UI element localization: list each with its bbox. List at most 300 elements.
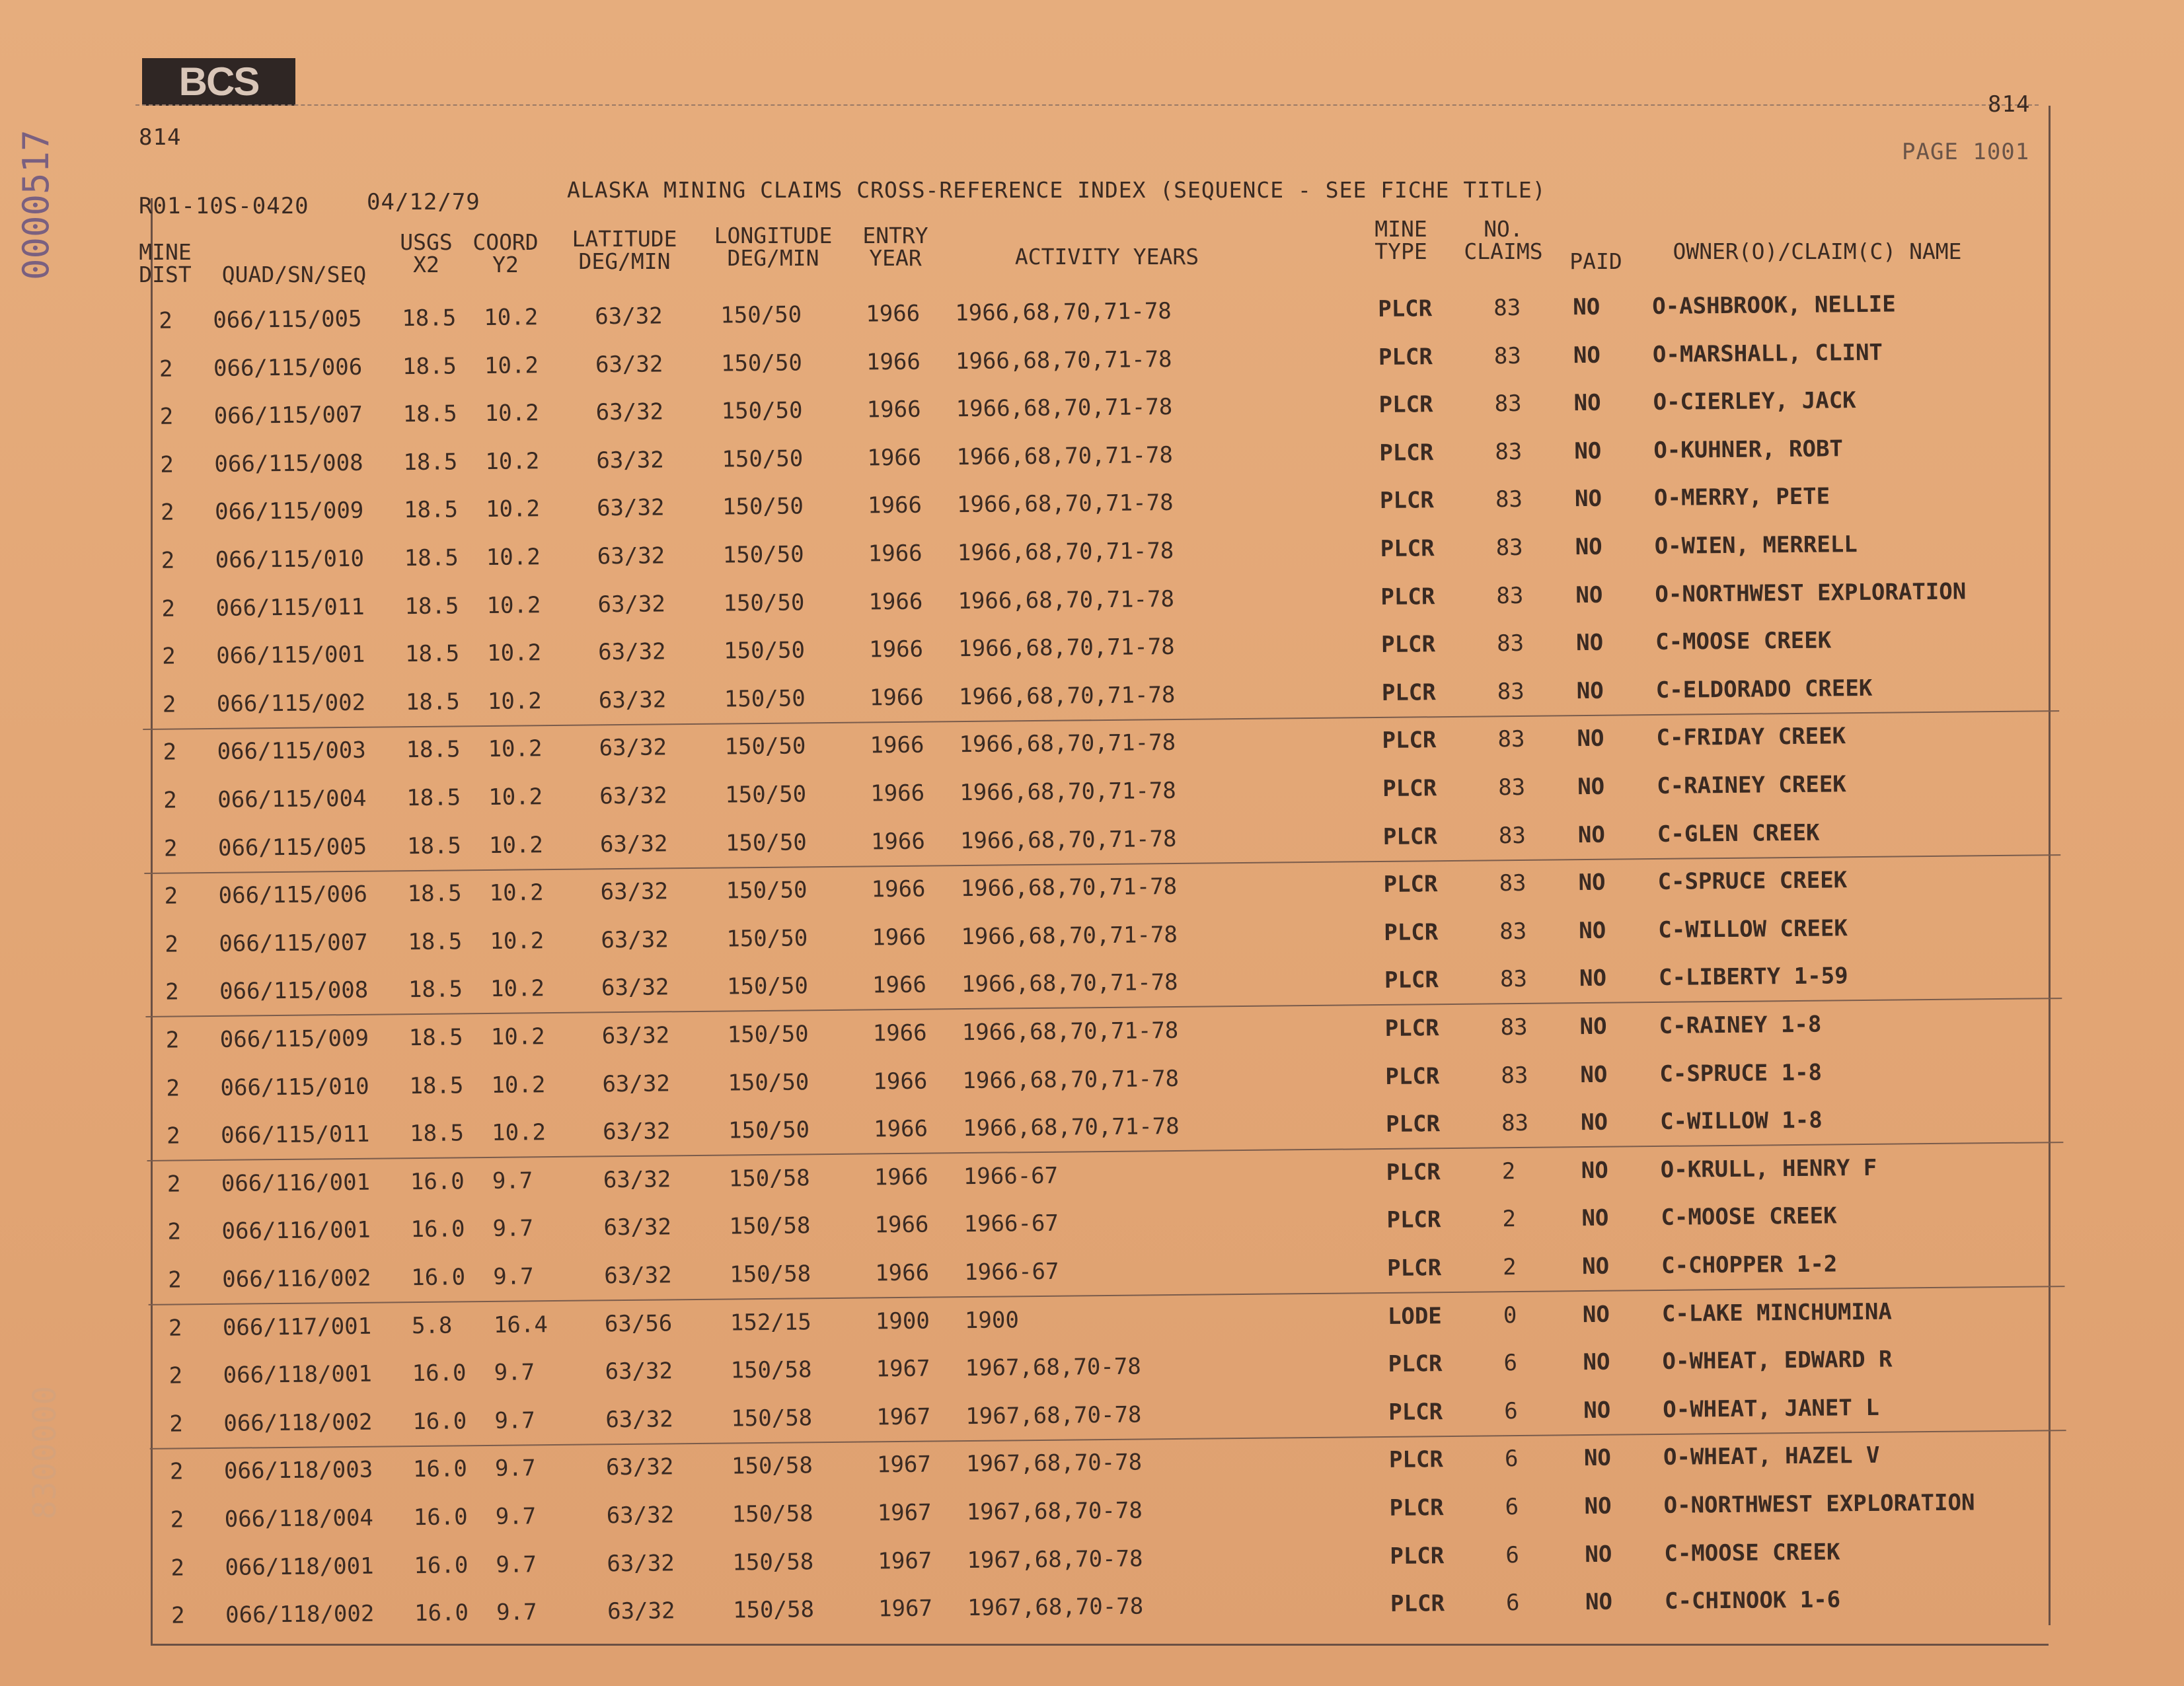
cell-quad: 066/115/003 <box>217 737 366 766</box>
cell-paid: NO <box>1578 869 1606 897</box>
header-usgs-line-2: X2 <box>413 252 439 277</box>
cell-type: PLCR <box>1382 823 1438 850</box>
cell-quad: 066/115/007 <box>219 929 368 957</box>
cell-claims: 83 <box>1498 774 1526 801</box>
cell-y2: 10.2 <box>487 687 542 715</box>
cell-paid: NO <box>1582 1301 1610 1328</box>
cell-name: C-FRIDAY CREEK <box>1656 723 1846 752</box>
cell-lat: 63/32 <box>595 303 663 330</box>
cell-quad: 066/116/001 <box>221 1169 371 1197</box>
header-longitude-line-1: LONGITUDE <box>714 223 833 248</box>
cell-y2: 10.2 <box>490 975 545 1003</box>
cell-name: O-WHEAT, EDWARD R <box>1662 1346 1893 1375</box>
cell-x2: 18.5 <box>405 688 460 715</box>
cell-claims: 6 <box>1504 1446 1519 1473</box>
cell-quad: 066/118/002 <box>223 1409 373 1437</box>
cell-type: PLCR <box>1378 295 1433 322</box>
cell-dist: 2 <box>160 499 174 527</box>
cell-lat: 63/32 <box>605 1358 673 1385</box>
cell-entry: 1966 <box>872 971 927 999</box>
cell-name: O-MERRY, PETE <box>1653 483 1830 512</box>
cell-y2: 10.2 <box>488 831 544 859</box>
cell-name: C-GLEN CREEK <box>1657 819 1820 848</box>
header-quad-line-2: QUAD/SN/SEQ <box>221 262 367 287</box>
cell-x2: 18.5 <box>404 544 459 572</box>
cell-entry: 1967 <box>878 1595 933 1623</box>
cell-dist: 2 <box>168 1266 182 1294</box>
cell-name: O-KRULL, HENRY F <box>1660 1154 1877 1183</box>
cell-quad: 066/115/009 <box>214 497 364 526</box>
cell-quad: 066/118/002 <box>225 1600 375 1629</box>
header-owner-line-1 <box>1652 218 1982 240</box>
cell-activity: 1966,68,70,71-78 <box>956 490 1174 519</box>
cell-name: C-MOOSE CREEK <box>1655 627 1832 656</box>
cell-x2: 18.5 <box>409 1120 465 1148</box>
cell-activity: 1966,68,70,71-78 <box>958 634 1175 663</box>
cell-activity: 1966,68,70,71-78 <box>955 298 1172 327</box>
cell-claims: 83 <box>1501 1110 1529 1137</box>
cell-entry: 1966 <box>872 1019 927 1047</box>
cell-paid: NO <box>1577 821 1606 848</box>
cell-x2: 16.0 <box>412 1360 467 1387</box>
cell-type: PLCR <box>1385 1111 1441 1138</box>
side-serial-number: 0000517 <box>15 129 57 280</box>
cell-paid: NO <box>1573 389 1601 417</box>
cell-y2: 10.2 <box>491 1071 546 1099</box>
header-coord-line-2: Y2 <box>492 252 519 277</box>
cell-entry: 1966 <box>873 1068 928 1095</box>
cell-y2: 10.2 <box>484 400 539 427</box>
cell-lon: 150/50 <box>725 781 807 809</box>
cell-lon: 150/58 <box>730 1261 811 1288</box>
cell-name: C-WILLOW CREEK <box>1658 915 1848 943</box>
header-paid-line-2: PAID <box>1569 248 1622 274</box>
cell-name: O-CIERLEY, JACK <box>1653 387 1856 416</box>
header-mine-type <box>1361 218 1441 263</box>
cell-type: PLCR <box>1379 487 1435 515</box>
header-usgs <box>390 231 463 276</box>
cell-y2: 9.7 <box>494 1359 535 1387</box>
cell-lon: 150/50 <box>728 1068 810 1097</box>
cell-claims: 83 <box>1495 486 1523 513</box>
cell-y2: 16.4 <box>493 1311 548 1338</box>
cell-paid: NO <box>1580 1109 1608 1136</box>
cell-name: C-LAKE MINCHUMINA <box>1661 1298 1893 1327</box>
cell-lat: 63/56 <box>604 1309 673 1337</box>
header-mine-type-line-2: TYPE <box>1374 238 1427 264</box>
cell-lat: 63/32 <box>605 1406 673 1434</box>
cell-activity: 1966,68,70,71-78 <box>958 681 1176 710</box>
cell-lon: 150/50 <box>728 1117 810 1144</box>
cell-lon: 150/50 <box>720 349 803 377</box>
cell-lat: 63/32 <box>600 878 669 906</box>
cell-dist: 2 <box>169 1458 184 1486</box>
cell-quad: 066/115/008 <box>214 449 363 478</box>
cell-dist: 2 <box>164 883 178 910</box>
cell-quad: 066/118/003 <box>223 1457 373 1485</box>
cell-quad: 066/115/006 <box>213 353 363 382</box>
cell-type: PLCR <box>1384 1015 1439 1042</box>
cell-paid: NO <box>1581 1157 1608 1184</box>
cell-type: PLCR <box>1380 583 1435 610</box>
cell-quad: 066/118/004 <box>224 1504 374 1533</box>
header-mine-type-line-1: MINE <box>1374 216 1427 242</box>
cell-activity: 1966,68,70,71-78 <box>961 969 1178 998</box>
cell-lat: 63/32 <box>606 1502 675 1529</box>
cell-lon: 150/58 <box>729 1212 811 1240</box>
cell-paid: NO <box>1579 917 1606 944</box>
cell-paid: NO <box>1583 1445 1612 1472</box>
cell-entry: 1966 <box>874 1163 928 1191</box>
cell-quad: 066/115/005 <box>213 305 362 334</box>
cell-type: LODE <box>1387 1302 1442 1330</box>
cell-x2: 5.8 <box>411 1312 453 1339</box>
cell-x2: 18.5 <box>402 352 457 380</box>
cell-lon: 150/50 <box>725 828 807 857</box>
cell-x2: 16.0 <box>412 1408 467 1435</box>
cell-dist: 2 <box>162 691 176 718</box>
cell-name: C-CHOPPER 1-2 <box>1661 1251 1838 1279</box>
cell-x2: 18.5 <box>409 1072 464 1099</box>
cell-activity: 1966-67 <box>963 1162 1059 1190</box>
cell-y2: 10.2 <box>487 640 542 667</box>
cell-claims: 83 <box>1496 582 1524 609</box>
cell-name: O-WIEN, MERRELL <box>1654 531 1858 560</box>
cell-type: PLCR <box>1382 775 1437 802</box>
cell-paid: NO <box>1575 533 1602 561</box>
header-activity <box>958 223 1256 268</box>
cell-y2: 10.2 <box>484 304 539 331</box>
cell-y2: 10.2 <box>488 735 543 763</box>
cell-claims: 83 <box>1495 438 1523 466</box>
header-usgs-line-1: USGS <box>400 229 453 255</box>
cell-entry: 1967 <box>876 1451 932 1479</box>
cell-activity: 1967,68,70-78 <box>967 1545 1143 1574</box>
header-activity-line-2: ACTIVITY YEARS <box>1014 244 1199 270</box>
cell-dist: 2 <box>165 978 179 1006</box>
cell-entry: 1966 <box>866 348 921 376</box>
cell-lon: 150/50 <box>724 733 806 760</box>
cell-lat: 63/32 <box>597 542 665 570</box>
cell-dist: 2 <box>163 835 178 862</box>
page-number: PAGE 1001 <box>1902 139 2030 165</box>
cell-claims: 83 <box>1496 630 1525 657</box>
cell-type: PLCR <box>1384 967 1439 994</box>
cell-paid: NO <box>1579 1013 1607 1041</box>
frame-bottom-rule <box>151 1644 2049 1646</box>
header-mine-dist <box>135 241 195 286</box>
cell-y2: 9.7 <box>496 1599 537 1627</box>
cell-dist: 2 <box>167 1218 182 1246</box>
cell-paid: NO <box>1584 1492 1612 1520</box>
cell-y2: 9.7 <box>494 1407 535 1434</box>
report-date: 04/12/79 <box>367 189 480 215</box>
cell-dist: 2 <box>165 1027 180 1054</box>
cell-y2: 9.7 <box>492 1215 534 1243</box>
cell-y2: 9.7 <box>496 1551 537 1578</box>
cell-entry: 1966 <box>874 1211 929 1239</box>
cell-dist: 2 <box>168 1315 182 1342</box>
cell-dist: 2 <box>163 739 177 766</box>
cell-dist: 2 <box>170 1555 185 1582</box>
cell-claims: 83 <box>1499 870 1526 897</box>
cell-claims: 0 <box>1503 1301 1517 1329</box>
side-faint-number: 8300000 <box>26 1385 63 1520</box>
cell-name: C-MOOSE CREEK <box>1664 1538 1840 1567</box>
cell-dist: 2 <box>166 1122 180 1150</box>
cell-claims: 83 <box>1497 726 1525 753</box>
cell-paid: NO <box>1574 486 1602 513</box>
cell-y2: 10.2 <box>490 927 545 955</box>
cell-quad: 066/116/002 <box>222 1264 371 1293</box>
cell-claims: 83 <box>1495 534 1523 562</box>
cell-x2: 18.5 <box>408 976 463 1004</box>
cell-dist: 2 <box>161 547 175 574</box>
cell-claims: 83 <box>1499 966 1528 993</box>
header-coord-line-1: COORD <box>472 229 539 255</box>
cell-activity: 1966,68,70,71-78 <box>956 394 1173 423</box>
cell-claims: 6 <box>1504 1397 1518 1425</box>
cell-type: PLCR <box>1388 1446 1444 1474</box>
cell-claims: 83 <box>1499 918 1527 945</box>
cell-dist: 2 <box>169 1411 184 1438</box>
cell-paid: NO <box>1583 1348 1610 1376</box>
header-mine-dist-line-1: MINE <box>139 239 192 265</box>
cell-x2: 18.5 <box>407 880 462 908</box>
cell-name: C-WILLOW 1-8 <box>1659 1107 1823 1136</box>
cell-claims: 6 <box>1505 1541 1520 1568</box>
cell-claims: 83 <box>1500 1013 1528 1041</box>
cell-entry: 1966 <box>866 300 921 328</box>
cell-lat: 63/32 <box>599 734 667 762</box>
cell-activity: 1966,68,70,71-78 <box>958 585 1175 614</box>
cell-claims: 6 <box>1505 1494 1519 1521</box>
cell-entry: 1966 <box>870 732 924 759</box>
cell-name: C-RAINEY CREEK <box>1657 771 1846 799</box>
header-paid <box>1560 228 1632 273</box>
cell-y2: 9.7 <box>495 1503 537 1530</box>
cell-type: PLCR <box>1384 918 1439 946</box>
cell-x2: 18.5 <box>406 736 461 764</box>
cell-entry: 1967 <box>876 1355 930 1383</box>
cell-lat: 63/32 <box>602 1070 671 1097</box>
cell-type: PLCR <box>1381 678 1436 706</box>
header-entry-line-2: YEAR <box>869 245 922 271</box>
cell-lat: 63/32 <box>601 1022 670 1050</box>
cell-entry: 1900 <box>875 1307 930 1335</box>
cell-lat: 63/32 <box>599 782 667 810</box>
cell-name: O-MARSHALL, CLINT <box>1652 339 1883 368</box>
cell-x2: 16.0 <box>413 1504 468 1531</box>
cell-entry: 1967 <box>878 1547 932 1574</box>
cell-y2: 10.2 <box>485 447 540 475</box>
cell-type: PLCR <box>1380 631 1436 659</box>
cell-activity: 1967,68,70-78 <box>966 1497 1143 1526</box>
report-id: R01-10S-0420 <box>139 193 309 219</box>
cell-activity: 1967,68,70-78 <box>967 1593 1144 1622</box>
cell-name: C-ELDORADO CREEK <box>1655 675 1873 704</box>
cell-quad: 066/115/010 <box>220 1073 369 1101</box>
cell-dist: 2 <box>161 595 176 622</box>
cell-activity: 1900 <box>964 1306 1020 1334</box>
cell-lon: 152/15 <box>730 1308 811 1337</box>
report-title: ALASKA MINING CLAIMS CROSS-REFERENCE INDEX (SEQUENCE - SEE FICHE TITLE) <box>567 177 1546 203</box>
cell-y2: 9.7 <box>494 1455 536 1483</box>
frame-top-rule <box>135 104 2039 106</box>
cell-y2: 10.2 <box>486 591 541 619</box>
cell-lat: 63/32 <box>601 926 669 954</box>
cell-entry: 1966 <box>871 875 926 903</box>
cell-y2: 10.2 <box>486 544 541 571</box>
cell-type: PLCR <box>1390 1590 1445 1618</box>
cell-x2: 16.0 <box>411 1264 466 1292</box>
cell-y2: 10.2 <box>488 784 543 811</box>
cell-lat: 63/32 <box>602 1118 671 1146</box>
cell-lat: 63/32 <box>604 1262 672 1290</box>
cell-quad: 066/115/002 <box>216 689 366 717</box>
cell-paid: NO <box>1573 293 1600 321</box>
cell-lat: 63/32 <box>595 398 664 426</box>
bcs-logo: BCS <box>142 58 295 106</box>
cell-name: O-NORTHWEST EXPLORATION <box>1655 578 1967 608</box>
cell-type: PLCR <box>1388 1398 1443 1426</box>
cell-dist: 2 <box>165 931 179 958</box>
cell-lon: 150/50 <box>723 637 806 665</box>
cell-entry: 1966 <box>868 588 923 616</box>
cell-name: O-WHEAT, HAZEL V <box>1663 1442 1880 1471</box>
cell-activity: 1966,68,70,71-78 <box>960 825 1177 854</box>
cell-activity: 1966,68,70,71-78 <box>962 1113 1180 1142</box>
cell-activity: 1966,68,70,71-78 <box>961 1017 1179 1046</box>
cell-activity: 1966,68,70,71-78 <box>959 729 1176 758</box>
cell-paid: NO <box>1577 725 1604 752</box>
cell-type: PLCR <box>1386 1158 1441 1186</box>
cell-activity: 1966,68,70,71-78 <box>955 346 1172 375</box>
cell-activity: 1966-67 <box>964 1258 1059 1286</box>
cell-x2: 16.0 <box>414 1599 469 1627</box>
cell-name: C-CHINOOK 1-6 <box>1664 1586 1841 1615</box>
cell-dist: 2 <box>159 403 174 430</box>
cell-activity: 1966,68,70,71-78 <box>960 777 1176 807</box>
cell-lon: 150/50 <box>721 397 803 425</box>
cell-quad: 066/118/001 <box>223 1360 373 1389</box>
header-longitude <box>704 225 843 270</box>
cell-dist: 2 <box>162 643 176 670</box>
cell-claims: 2 <box>1501 1157 1516 1185</box>
cell-lon: 150/50 <box>724 685 806 713</box>
cell-quad: 066/115/008 <box>219 977 369 1006</box>
fiche-number-right: 814 <box>1988 91 2031 118</box>
cell-entry: 1966 <box>868 636 924 663</box>
cell-type: PLCR <box>1390 1542 1445 1570</box>
cell-type: PLCR <box>1389 1494 1444 1521</box>
cell-quad: 066/115/006 <box>218 881 368 910</box>
cell-lon: 150/50 <box>723 589 805 617</box>
cell-paid: NO <box>1581 1253 1610 1280</box>
cell-quad: 066/115/010 <box>215 545 365 573</box>
cell-x2: 16.0 <box>410 1216 465 1243</box>
cell-quad: 066/116/001 <box>221 1217 371 1245</box>
cell-x2: 18.5 <box>402 400 457 428</box>
cell-x2: 18.5 <box>402 305 457 332</box>
header-entry <box>856 225 935 270</box>
cell-x2: 18.5 <box>404 592 459 620</box>
cell-name: C-SPRUCE CREEK <box>1657 867 1848 896</box>
header-owner <box>1652 218 1982 263</box>
cell-type: PLCR <box>1378 343 1433 371</box>
cell-type: PLCR <box>1383 871 1438 898</box>
cell-lat: 63/32 <box>603 1166 671 1194</box>
cell-x2: 16.0 <box>410 1168 465 1195</box>
header-quad <box>208 241 380 286</box>
cell-y2: 9.7 <box>493 1263 534 1290</box>
header-mine-dist-line-2: DIST <box>139 262 192 287</box>
header-activity-line-1 <box>958 223 1256 246</box>
cell-entry: 1966 <box>867 444 922 472</box>
cell-name: O-WHEAT, JANET L <box>1663 1394 1879 1423</box>
cell-lat: 63/32 <box>599 830 668 858</box>
cell-quad: 066/115/007 <box>213 401 363 430</box>
cell-lat: 63/32 <box>596 447 664 474</box>
header-latitude-line-2: DEG/MIN <box>578 248 671 274</box>
cell-x2: 18.5 <box>403 496 459 524</box>
cell-x2: 16.0 <box>412 1455 468 1483</box>
cell-entry: 1966 <box>866 396 921 423</box>
header-latitude-line-1: LATITUDE <box>572 226 677 252</box>
claims-table <box>139 279 2068 1632</box>
cell-activity: 1966,68,70,71-78 <box>957 537 1174 567</box>
cell-activity: 1967,68,70-78 <box>965 1449 1143 1478</box>
cell-y2: 9.7 <box>492 1167 533 1194</box>
header-claims <box>1450 218 1556 263</box>
cell-y2: 10.2 <box>489 879 544 907</box>
cell-x2: 18.5 <box>405 640 460 668</box>
cell-x2: 18.5 <box>403 449 458 476</box>
cell-type: PLCR <box>1380 535 1435 562</box>
cell-lon: 150/58 <box>732 1500 813 1528</box>
cell-lat: 63/32 <box>603 1214 672 1241</box>
cell-claims: 83 <box>1497 678 1525 706</box>
cell-paid: NO <box>1583 1397 1611 1424</box>
cell-entry: 1966 <box>869 684 924 712</box>
cell-activity: 1966,68,70,71-78 <box>962 1065 1180 1094</box>
cell-type: PLCR <box>1379 439 1434 466</box>
cell-x2: 18.5 <box>408 1024 463 1052</box>
cell-entry: 1967 <box>877 1499 932 1527</box>
cell-x2: 18.5 <box>406 832 462 860</box>
cell-activity: 1967,68,70-78 <box>965 1401 1142 1430</box>
cell-lat: 63/32 <box>596 494 665 522</box>
cell-entry: 1966 <box>868 540 923 568</box>
cell-entry: 1966 <box>867 492 923 519</box>
header-claims-line-1: NO. <box>1484 216 1523 242</box>
cell-dist: 2 <box>166 1075 180 1102</box>
cell-name: O-ASHBROOK, NELLIE <box>1652 291 1896 320</box>
header-longitude-line-2: DEG/MIN <box>727 245 819 271</box>
cell-activity: 1966-67 <box>963 1210 1059 1238</box>
cell-entry: 1966 <box>873 1115 928 1143</box>
cell-type: PLCR <box>1386 1206 1441 1234</box>
cell-dist: 2 <box>170 1506 184 1533</box>
cell-dist: 2 <box>167 1171 181 1198</box>
cell-claims: 83 <box>1501 1062 1528 1089</box>
cell-claims: 2 <box>1502 1206 1517 1233</box>
cell-lat: 63/32 <box>598 686 667 714</box>
cell-y2: 10.2 <box>491 1119 546 1147</box>
cell-x2: 18.5 <box>406 784 461 812</box>
cell-name: O-KUHNER, ROBT <box>1653 435 1844 464</box>
cell-paid: NO <box>1573 342 1601 369</box>
